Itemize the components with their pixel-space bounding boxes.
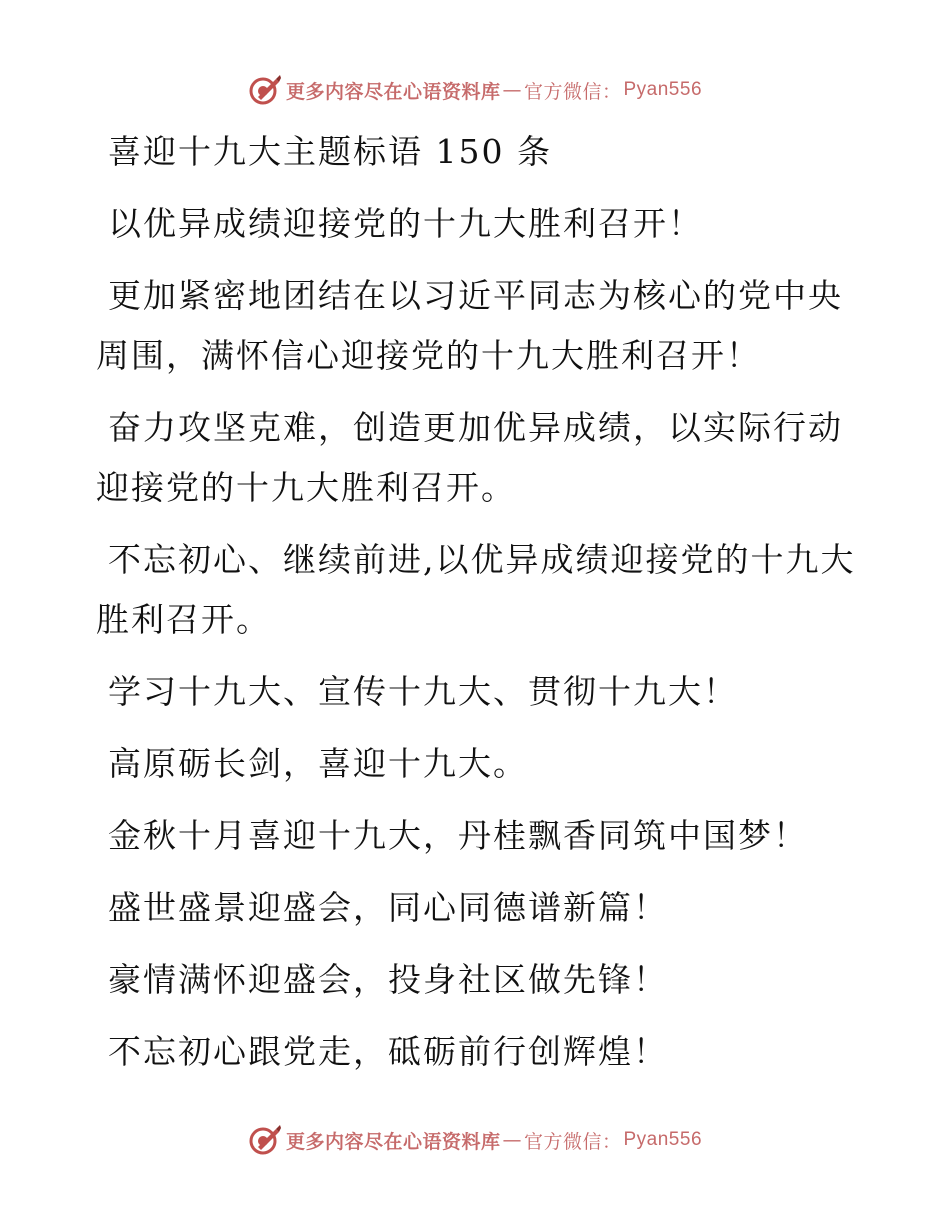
pen-logo-icon bbox=[248, 1123, 282, 1157]
slogan-item: 盛世盛景迎盛会，同心同德谱新篇！ bbox=[108, 888, 668, 927]
document-body bbox=[96, 122, 856, 1094]
banner-text: 更多内容尽在心语资料库 bbox=[285, 1130, 501, 1153]
banner-wechat-id: Pyan556 bbox=[623, 1129, 703, 1150]
footer-banner bbox=[0, 1120, 950, 1160]
banner-text: 更多内容尽在心语资料库 bbox=[285, 80, 501, 103]
banner-wechat-label: 官方微信： bbox=[523, 80, 622, 103]
slogan-item: 豪情满怀迎盛会，投身社区做先锋！ bbox=[108, 960, 668, 999]
slogan-item: 以优异成绩迎接党的十九大胜利召开！ bbox=[108, 204, 703, 243]
banner-wechat-id: Pyan556 bbox=[623, 79, 703, 100]
slogan-item: 金秋十月喜迎十九大，丹桂飘香同筑中国梦！ bbox=[108, 816, 808, 855]
slogan-item: 不忘初心、继续前进,以优异成绩迎接党的十九大胜利召开。 bbox=[96, 540, 856, 639]
slogan-item: 不忘初心跟党走，砥砺前行创辉煌！ bbox=[108, 1032, 668, 1071]
pen-logo-icon bbox=[248, 73, 282, 107]
header-banner bbox=[0, 70, 950, 110]
document-title: 喜迎十九大主题标语 150 条 bbox=[108, 132, 552, 171]
slogan-item: 学习十九大、宣传十九大、贯彻十九大！ bbox=[108, 672, 738, 711]
banner-wechat-label: 官方微信： bbox=[523, 1130, 622, 1153]
banner-dash: — bbox=[502, 79, 522, 101]
slogan-item: 高原砺长剑，喜迎十九大。 bbox=[108, 744, 528, 783]
banner-dash: — bbox=[502, 1129, 522, 1151]
slogan-item: 奋力攻坚克难，创造更加优异成绩，以实际行动迎接党的十九大胜利召开。 bbox=[96, 408, 843, 507]
slogan-item: 更加紧密地团结在以习近平同志为核心的党中央周围，满怀信心迎接党的十九大胜利召开！ bbox=[96, 276, 843, 375]
